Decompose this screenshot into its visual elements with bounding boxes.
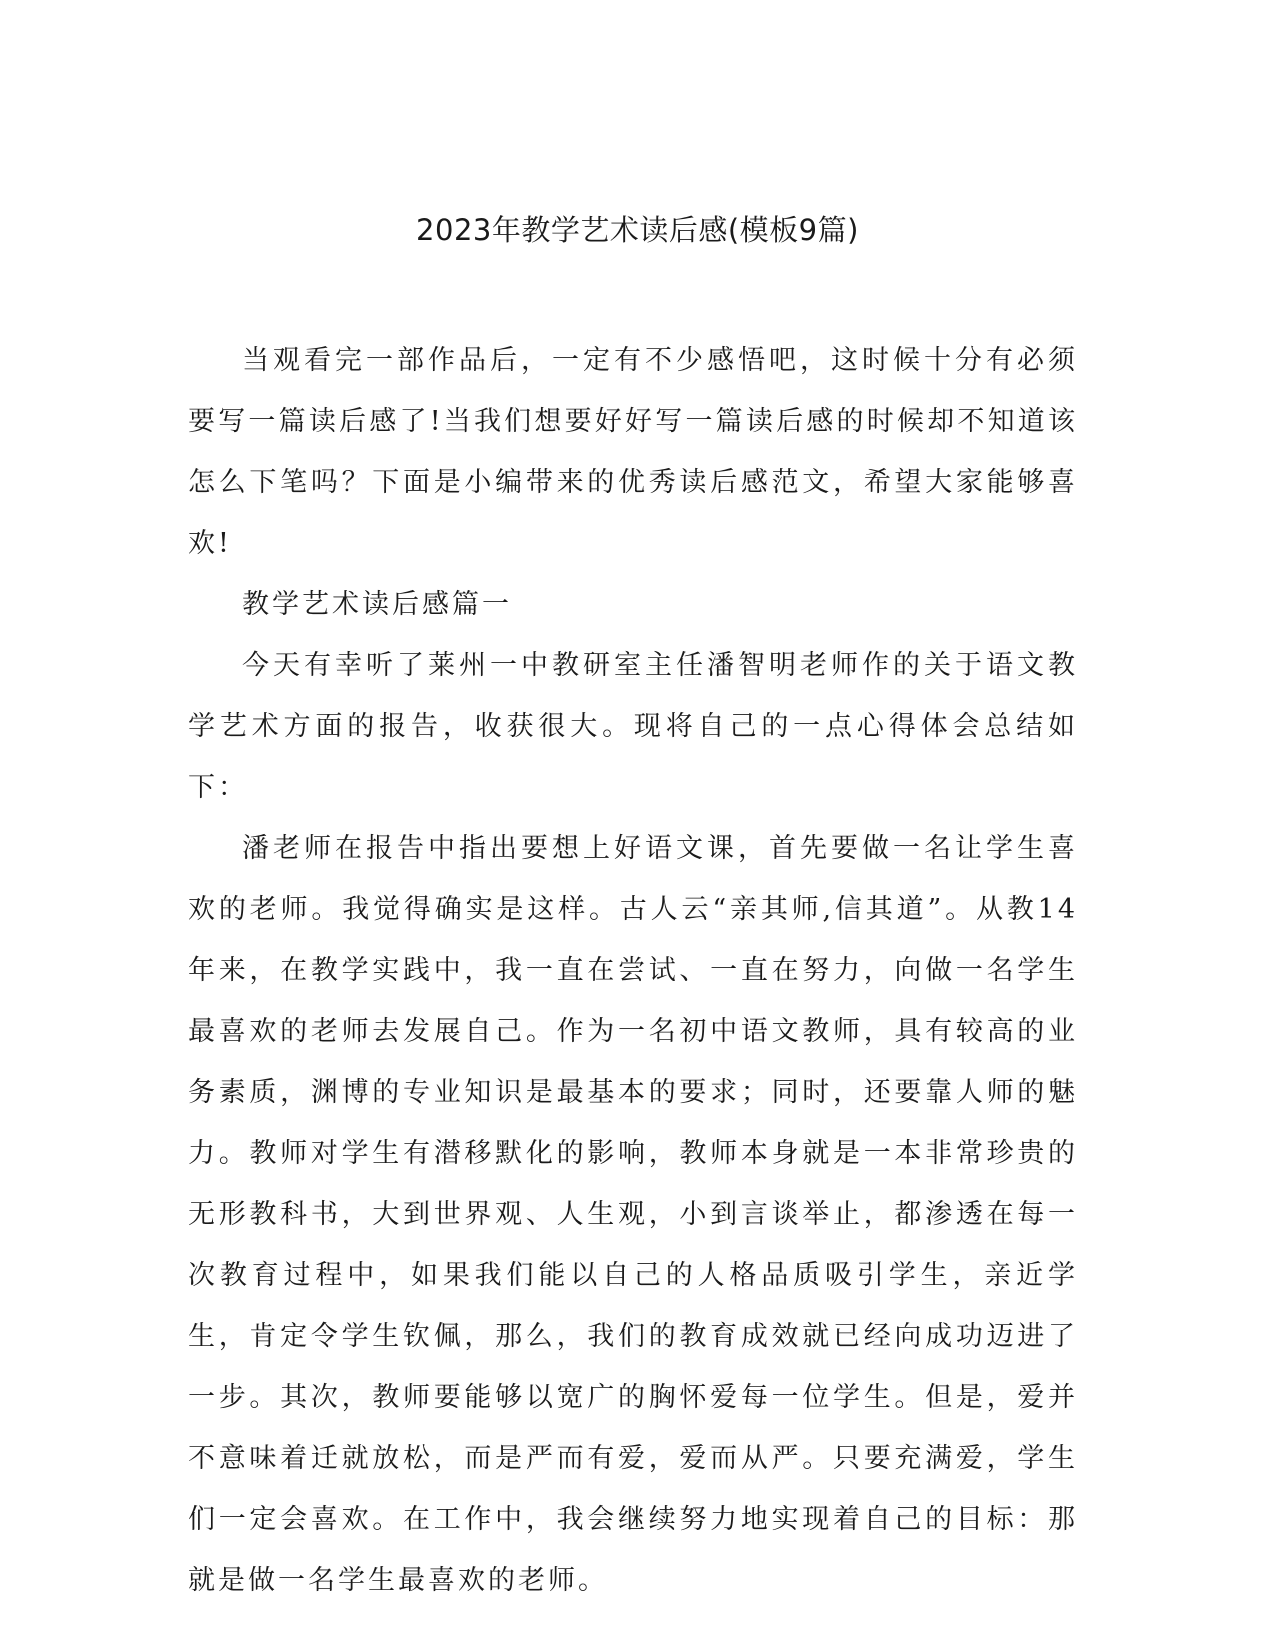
- document-body: [188, 330, 1078, 1611]
- document-title: 2023年教学艺术读后感(模板9篇): [416, 213, 859, 247]
- section-heading: 教学艺术读后感篇一: [242, 589, 512, 620]
- intro-paragraph: 当观看完一部作品后，一定有不少感悟吧，这时候十分有必须要写一篇读后感了!当我们想要好好写一篇读后感的时候却不知道该怎么下笔吗？下面是小编带来的优秀读后感范文，希望大家能够喜欢!: [188, 345, 1078, 559]
- body-paragraph: 潘老师在报告中指出要想上好语文课，首先要做一名让学生喜欢的老师。我觉得确实是这样。古人云“亲其师,信其道”。从教14年来，在教学实践中，我一直在尝试、一直在努力，向做一名学生最喜欢的老师去发展自己。作为一名初中语文教师，具有较高的业务素质，渊博的专业知识是最基本的要求；同时，还要靠人师的魅力。教师对学生有潜移默化的影响，教师本身就是一本非常珍贵的无形教科书，大到世界观、人生观，小到言谈举止，都渗透在每一次教育过程中，如果我们能以自己的人格品质吸引学生，亲近学生，肯定令学生钦佩，那么，我们的教育成效就已经向成功迈进了一步。其次，教师要能够以宽广的胸怀爱每一位学生。但是，爱并不意味着迁就放松，而是严而有爱，爱而从严。只要充满爱，学生们一定会喜欢。在工作中，我会继续努力地实现着自己的目标：那就是做一名学生最喜欢的老师。: [188, 833, 1078, 1596]
- body-paragraph: 今天有幸听了莱州一中教研室主任潘智明老师作的关于语文教学艺术方面的报告，收获很大。现将自己的一点心得体会总结如下：: [188, 650, 1078, 803]
